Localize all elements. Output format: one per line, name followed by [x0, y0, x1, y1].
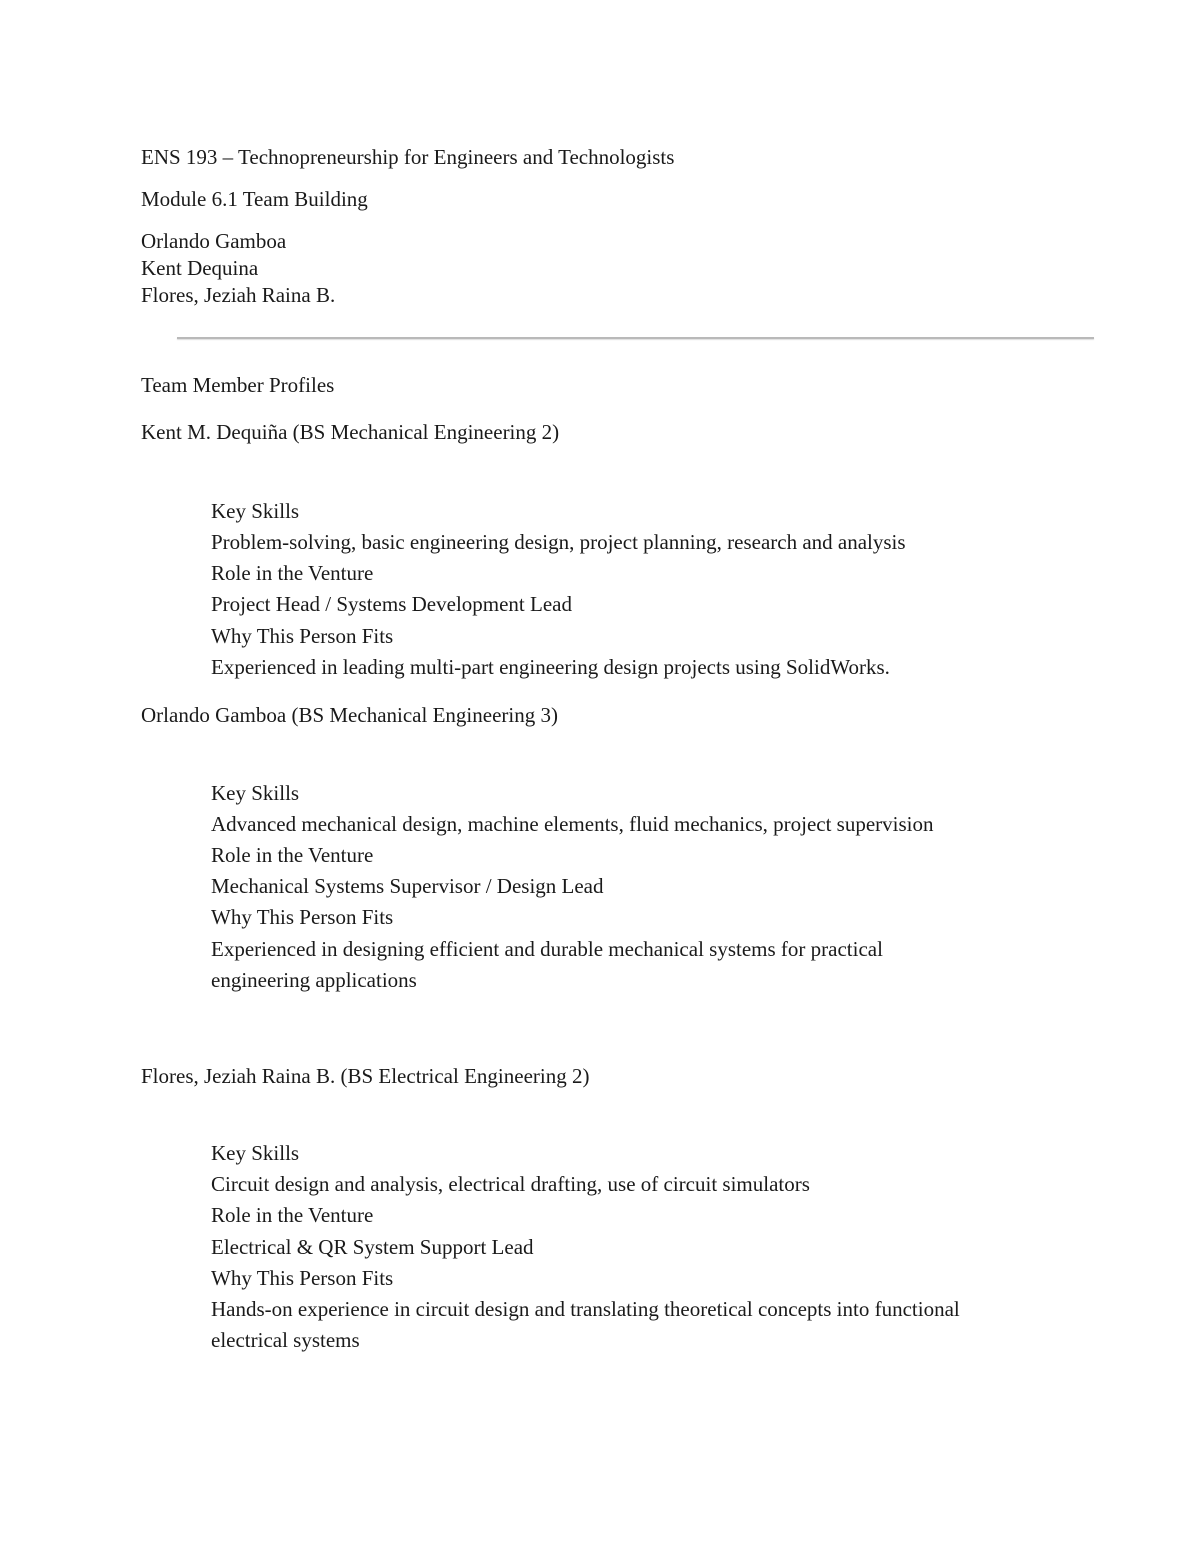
- fit-label: Why This Person Fits: [211, 624, 394, 648]
- role-text: Project Head / Systems Development Lead: [211, 592, 572, 616]
- profile-name: Flores, Jeziah Raina B. (BS Electrical Engineering 2): [141, 1064, 590, 1088]
- role-text: Electrical & QR System Support Lead: [211, 1235, 534, 1259]
- module-title: Module 6.1 Team Building: [141, 187, 368, 211]
- key-skills-text: Problem-solving, basic engineering design, project planning, research and analysis: [211, 530, 906, 554]
- key-skills-text: Advanced mechanical design, machine elements, fluid mechanics, project supervision: [211, 812, 934, 836]
- fit-text: Hands-on experience in circuit design and translating theoretical concepts into functional: [211, 1297, 960, 1321]
- key-skills-label: Key Skills: [211, 499, 300, 523]
- profile-name: Orlando Gamboa (BS Mechanical Engineering 3): [141, 703, 558, 727]
- profile-name: Kent M. Dequiña (BS Mechanical Engineering 2): [141, 420, 560, 444]
- fit-text: Experienced in leading multi-part engineering design projects using SolidWorks.: [211, 655, 890, 679]
- course-title: ENS 193 – Technopreneurship for Engineers and Technologists: [141, 145, 675, 169]
- fit-label: Why This Person Fits: [211, 905, 394, 929]
- key-skills-label: Key Skills: [211, 781, 300, 805]
- fit-text: electrical systems: [211, 1328, 360, 1352]
- fit-text: engineering applications: [211, 968, 417, 992]
- role-text: Mechanical Systems Supervisor / Design Lead: [211, 874, 604, 898]
- member-name-3: Flores, Jeziah Raina B.: [141, 283, 336, 307]
- role-label: Role in the Venture: [211, 843, 374, 867]
- fit-label: Why This Person Fits: [211, 1266, 394, 1290]
- role-label: Role in the Venture: [211, 561, 374, 585]
- section-title: Team Member Profiles: [141, 373, 335, 397]
- horizontal-divider: [177, 337, 1094, 339]
- role-label: Role in the Venture: [211, 1203, 374, 1227]
- key-skills-label: Key Skills: [211, 1141, 300, 1165]
- member-name-2: Kent Dequina: [141, 256, 259, 280]
- key-skills-text: Circuit design and analysis, electrical drafting, use of circuit simulators: [211, 1172, 810, 1196]
- fit-text: Experienced in designing efficient and durable mechanical systems for practical: [211, 937, 883, 961]
- member-name-1: Orlando Gamboa: [141, 229, 287, 253]
